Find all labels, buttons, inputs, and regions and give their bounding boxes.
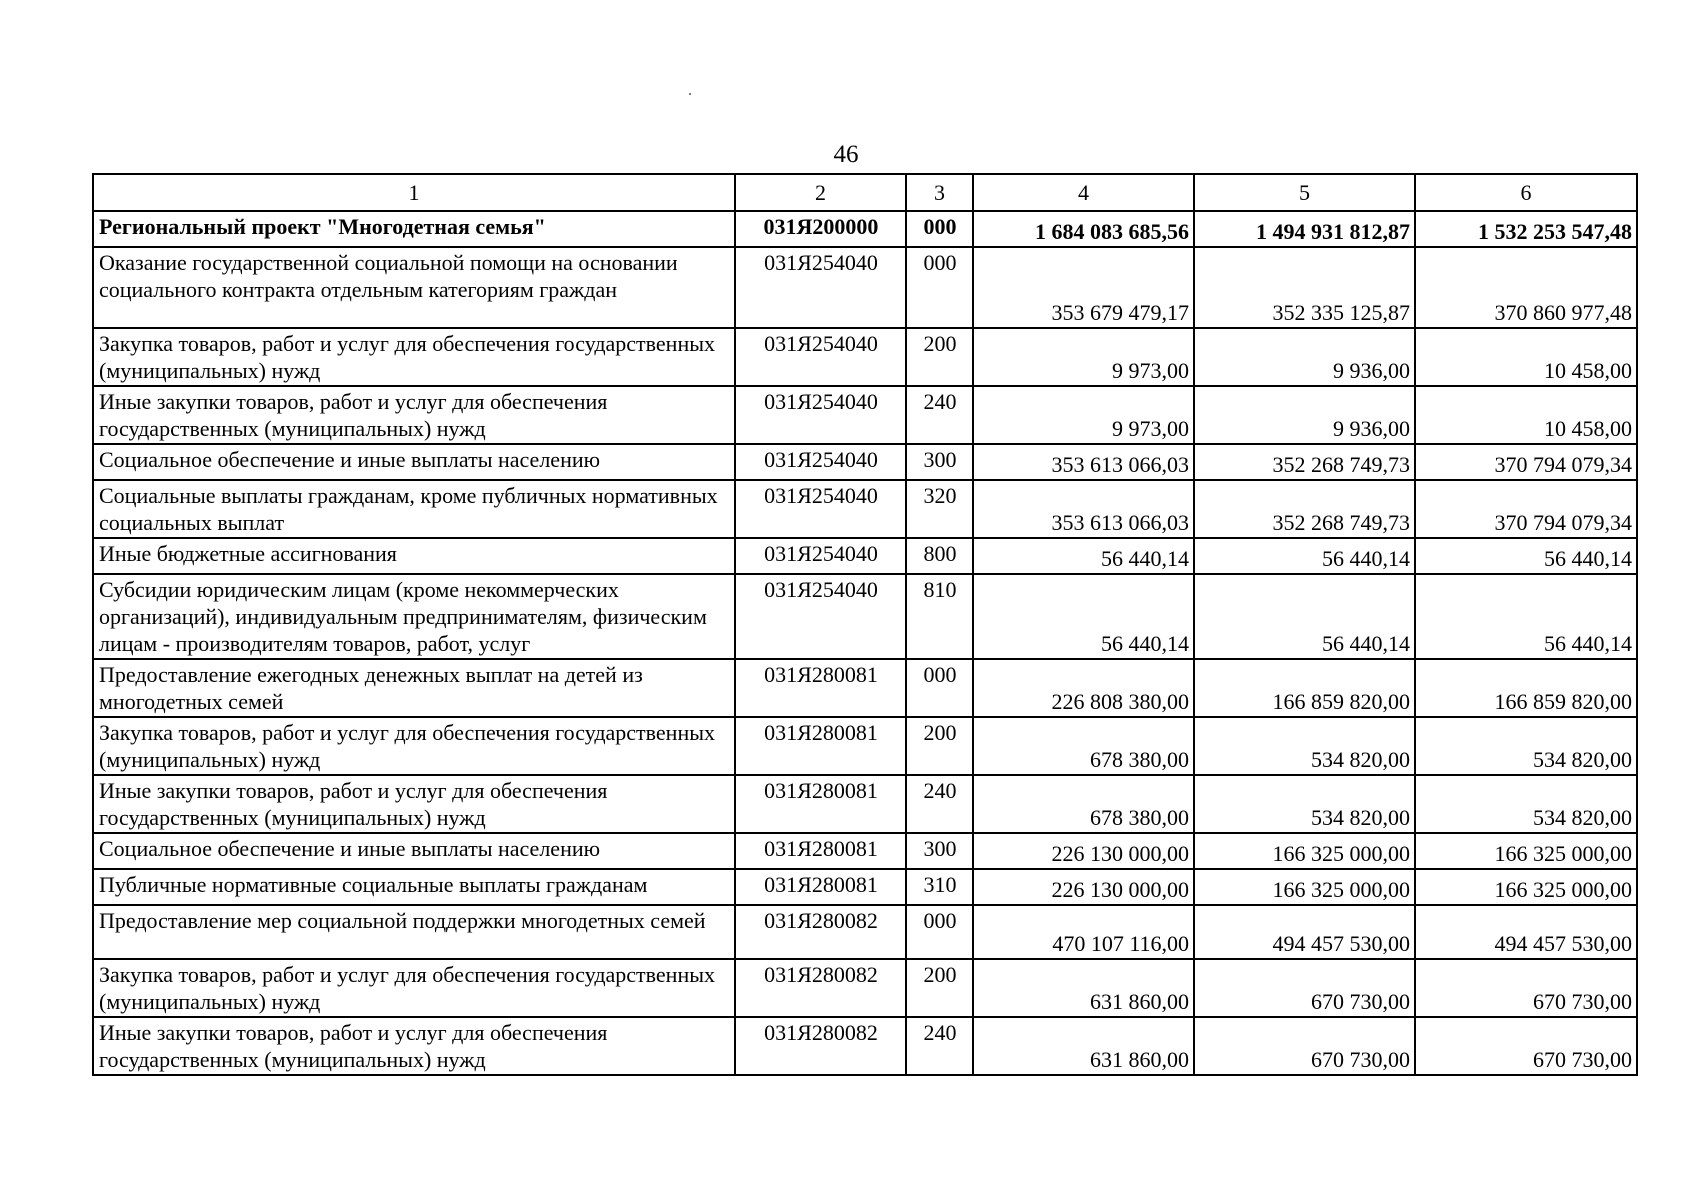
row-value-col-6: 166 325 000,00 xyxy=(1415,833,1637,869)
row-code-cell: 031Я280082 xyxy=(735,959,906,1017)
row-value-col-6: 56 440,14 xyxy=(1415,574,1637,659)
row-value-col-4: 678 380,00 xyxy=(973,775,1194,833)
row-value-col-4: 56 440,14 xyxy=(973,538,1194,574)
row-value-col-5: 166 859 820,00 xyxy=(1194,659,1415,717)
header-col-3: 3 xyxy=(906,174,973,211)
row-value-col-5: 670 730,00 xyxy=(1194,1017,1415,1075)
row-code-cell: 031Я254040 xyxy=(735,386,906,444)
row-value-col-5: 166 325 000,00 xyxy=(1194,833,1415,869)
table-row xyxy=(93,659,1637,717)
row-value-col-6: 10 458,00 xyxy=(1415,386,1637,444)
row-kind-cell: 320 xyxy=(906,480,973,538)
row-code-cell: 031Я254040 xyxy=(735,328,906,386)
row-kind-cell: 300 xyxy=(906,444,973,480)
row-name-cell: Оказание государственной социальной помощи на основании социального контракта отдельным категориям граждан xyxy=(93,247,735,328)
row-value-col-4: 353 613 066,03 xyxy=(973,444,1194,480)
row-name-cell: Предоставление ежегодных денежных выплат на детей из многодетных семей xyxy=(93,659,735,717)
table-row xyxy=(93,869,1637,905)
row-value-col-5: 166 325 000,00 xyxy=(1194,869,1415,905)
row-value-col-5: 9 936,00 xyxy=(1194,386,1415,444)
row-value-col-4: 470 107 116,00 xyxy=(973,905,1194,959)
row-value-col-6: 370 794 079,34 xyxy=(1415,444,1637,480)
row-kind-cell: 240 xyxy=(906,775,973,833)
row-value-col-4: 678 380,00 xyxy=(973,717,1194,775)
row-value-col-5: 670 730,00 xyxy=(1194,959,1415,1017)
header-col-2: 2 xyxy=(735,174,906,211)
row-kind-cell: 300 xyxy=(906,833,973,869)
header-col-5: 5 xyxy=(1194,174,1415,211)
row-name-cell: Иные закупки товаров, работ и услуг для обеспечения государственных (муниципальных) нужд xyxy=(93,386,735,444)
row-code-cell: 031Я280082 xyxy=(735,905,906,959)
row-name-cell: Региональный проект "Многодетная семья" xyxy=(93,211,735,247)
row-code-cell: 031Я280081 xyxy=(735,717,906,775)
row-kind-cell: 000 xyxy=(906,659,973,717)
header-col-6: 6 xyxy=(1415,174,1637,211)
row-value-col-6: 534 820,00 xyxy=(1415,775,1637,833)
row-name-cell: Социальные выплаты гражданам, кроме публичных нормативных социальных выплат xyxy=(93,480,735,538)
row-code-cell: 031Я254040 xyxy=(735,247,906,328)
table-row xyxy=(93,444,1637,480)
row-name-cell: Предоставление мер социальной поддержки многодетных семей xyxy=(93,905,735,959)
table-row xyxy=(93,328,1637,386)
row-value-col-5: 534 820,00 xyxy=(1194,775,1415,833)
row-code-cell: 031Я280081 xyxy=(735,833,906,869)
row-value-col-5: 352 268 749,73 xyxy=(1194,480,1415,538)
table-row xyxy=(93,386,1637,444)
row-value-col-6: 10 458,00 xyxy=(1415,328,1637,386)
row-name-cell: Закупка товаров, работ и услуг для обеспечения государственных (муниципальных) нужд xyxy=(93,717,735,775)
page-number: 46 xyxy=(833,141,859,168)
table-row xyxy=(93,717,1637,775)
row-name-cell: Закупка товаров, работ и услуг для обеспечения государственных (муниципальных) нужд xyxy=(93,959,735,1017)
row-value-col-5: 56 440,14 xyxy=(1194,574,1415,659)
row-name-cell: Субсидии юридическим лицам (кроме некоммерческих организаций), индивидуальным предпринимателям, физическим лицам - производителям товаров, работ, услуг xyxy=(93,574,735,659)
row-name-cell: Иные бюджетные ассигнования xyxy=(93,538,735,574)
row-value-col-4: 9 973,00 xyxy=(973,328,1194,386)
row-code-cell: 031Я254040 xyxy=(735,574,906,659)
row-value-col-6: 166 325 000,00 xyxy=(1415,869,1637,905)
row-code-cell: 031Я254040 xyxy=(735,444,906,480)
row-value-col-6: 1 532 253 547,48 xyxy=(1415,211,1637,247)
row-value-col-6: 534 820,00 xyxy=(1415,717,1637,775)
row-kind-cell: 240 xyxy=(906,1017,973,1075)
row-kind-cell: 000 xyxy=(906,247,973,328)
row-code-cell: 031Я254040 xyxy=(735,538,906,574)
row-kind-cell: 200 xyxy=(906,328,973,386)
table-row xyxy=(93,247,1637,328)
row-kind-cell: 000 xyxy=(906,211,973,247)
row-value-col-4: 353 679 479,17 xyxy=(973,247,1194,328)
row-code-cell: 031Я200000 xyxy=(735,211,906,247)
row-code-cell: 031Я254040 xyxy=(735,480,906,538)
row-code-cell: 031Я280081 xyxy=(735,659,906,717)
row-kind-cell: 800 xyxy=(906,538,973,574)
row-kind-cell: 200 xyxy=(906,959,973,1017)
row-value-col-5: 56 440,14 xyxy=(1194,538,1415,574)
row-value-col-4: 9 973,00 xyxy=(973,386,1194,444)
column-number-header-row xyxy=(93,174,1637,211)
row-kind-cell: 810 xyxy=(906,574,973,659)
budget-table xyxy=(92,173,1638,1076)
row-name-cell: Закупка товаров, работ и услуг для обеспечения государственных (муниципальных) нужд xyxy=(93,328,735,386)
header-col-1: 1 xyxy=(93,174,735,211)
row-value-col-5: 1 494 931 812,87 xyxy=(1194,211,1415,247)
row-value-col-5: 352 335 125,87 xyxy=(1194,247,1415,328)
row-value-col-6: 370 860 977,48 xyxy=(1415,247,1637,328)
row-value-col-5: 494 457 530,00 xyxy=(1194,905,1415,959)
row-name-cell: Социальное обеспечение и иные выплаты населению xyxy=(93,444,735,480)
row-value-col-5: 352 268 749,73 xyxy=(1194,444,1415,480)
row-name-cell: Социальное обеспечение и иные выплаты населению xyxy=(93,833,735,869)
row-value-col-6: 494 457 530,00 xyxy=(1415,905,1637,959)
row-value-col-6: 670 730,00 xyxy=(1415,1017,1637,1075)
row-kind-cell: 310 xyxy=(906,869,973,905)
row-kind-cell: 240 xyxy=(906,386,973,444)
row-value-col-4: 631 860,00 xyxy=(973,959,1194,1017)
row-kind-cell: 200 xyxy=(906,717,973,775)
header-col-4: 4 xyxy=(973,174,1194,211)
table-row xyxy=(93,905,1637,959)
row-value-col-6: 370 794 079,34 xyxy=(1415,480,1637,538)
table-row xyxy=(93,574,1637,659)
table-row xyxy=(93,211,1637,247)
row-name-cell: Иные закупки товаров, работ и услуг для обеспечения государственных (муниципальных) нужд xyxy=(93,775,735,833)
row-value-col-5: 9 936,00 xyxy=(1194,328,1415,386)
table-row xyxy=(93,1017,1637,1075)
row-value-col-5: 534 820,00 xyxy=(1194,717,1415,775)
table-row xyxy=(93,833,1637,869)
row-code-cell: 031Я280082 xyxy=(735,1017,906,1075)
row-value-col-4: 226 808 380,00 xyxy=(973,659,1194,717)
row-value-col-4: 1 684 083 685,56 xyxy=(973,211,1194,247)
row-code-cell: 031Я280081 xyxy=(735,775,906,833)
row-value-col-4: 226 130 000,00 xyxy=(973,869,1194,905)
table-row xyxy=(93,538,1637,574)
row-value-col-6: 166 859 820,00 xyxy=(1415,659,1637,717)
row-value-col-4: 353 613 066,03 xyxy=(973,480,1194,538)
row-kind-cell: 000 xyxy=(906,905,973,959)
row-value-col-4: 631 860,00 xyxy=(973,1017,1194,1075)
row-value-col-6: 670 730,00 xyxy=(1415,959,1637,1017)
row-value-col-4: 226 130 000,00 xyxy=(973,833,1194,869)
row-code-cell: 031Я280081 xyxy=(735,869,906,905)
table-row xyxy=(93,480,1637,538)
scan-speck xyxy=(689,93,691,95)
table-row xyxy=(93,775,1637,833)
row-value-col-6: 56 440,14 xyxy=(1415,538,1637,574)
row-name-cell: Иные закупки товаров, работ и услуг для обеспечения государственных (муниципальных) нужд xyxy=(93,1017,735,1075)
row-value-col-4: 56 440,14 xyxy=(973,574,1194,659)
row-name-cell: Публичные нормативные социальные выплаты гражданам xyxy=(93,869,735,905)
table-body xyxy=(93,174,1637,1075)
table-row xyxy=(93,959,1637,1017)
